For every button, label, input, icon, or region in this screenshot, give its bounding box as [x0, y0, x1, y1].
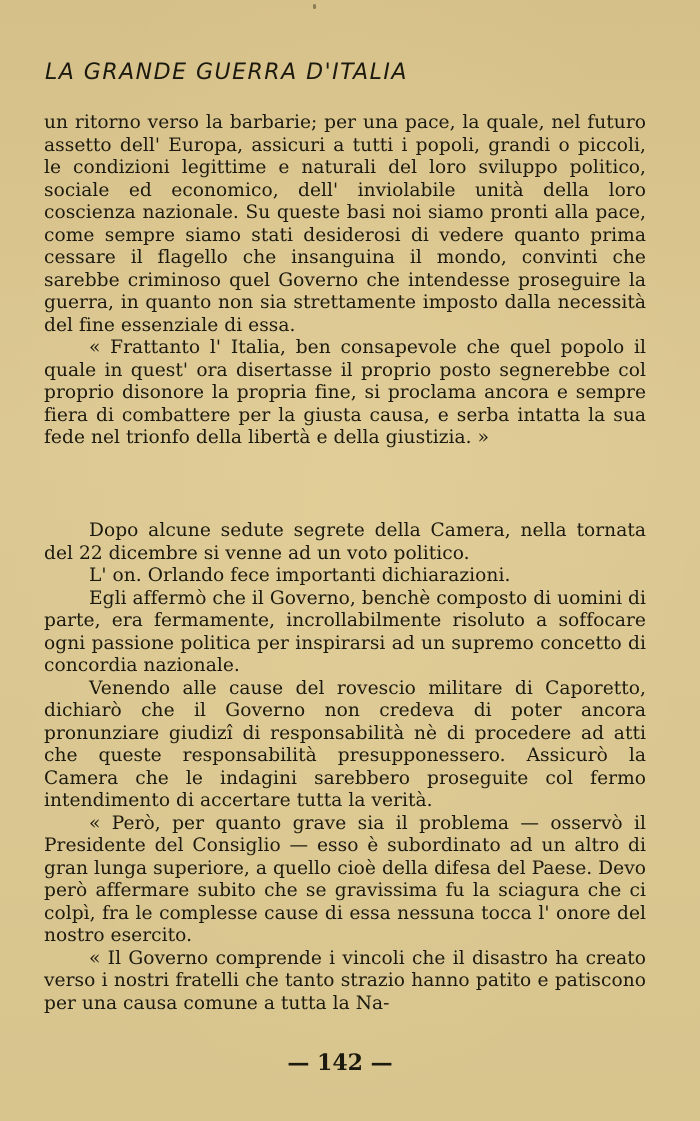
paragraph: « Il Governo comprende i vincoli che il disastro ha creato verso i nostri fratelli che tanto strazio hanno patito e patiscono per una causa comune a tutta la Na- [44, 947, 646, 1014]
text-block-top [44, 112, 646, 450]
paragraph: Egli affermò che il Governo, benchè composto di uomini di parte, era fermamente, incrollabilmente risoluto a soffocare ogni passione politica per inspirarsi ad un supremo concetto di concordia nazionale. [44, 587, 646, 676]
paragraph: « Frattanto l' Italia, ben consapevole che quel popolo il quale in quest' ora disertasse il proprio posto segnerebbe col proprio disonore la propria fine, si proclama ancora e sempre fiera di combattere per la giusta causa, e serba intatta la sua fede nel trionfo della libertà e della giustizia. » [44, 337, 646, 448]
paragraph: Venendo alle cause del rovescio militare di Caporetto, dichiarò che il Governo non credeva di poter ancora pronunziare giudizî di responsabilità nè di procedere ad atti che queste responsabilità presupponessero. Assicurò la Camera che le indagini sarebbero proseguite col fermo intendimento di accertare tutta la verità. [44, 677, 646, 811]
running-header: LA GRANDE GUERRA D'ITALIA [45, 60, 408, 85]
paragraph: L' on. Orlando fece importanti dichiarazioni. [89, 565, 511, 586]
paragraph: « Però, per quanto grave sia il problema — osservò il Presidente del Consiglio — esso è subordinato ad un altro di gran lunga superiore, a quello cioè della difesa del Paese. Devo però affermare subito che se gravissima fu la sciagura che ci colpì, fra le complesse cause di essa nessuna tocca l' onore del nostro esercito. [44, 812, 646, 946]
text-block-bottom [44, 520, 646, 1015]
paragraph: Dopo alcune sedute segrete della Camera, nella tornata del 22 dicembre si venne ad un voto politico. [44, 520, 646, 564]
paragraph: un ritorno verso la barbarie; per una pace, la quale, nel futuro assetto dell' Europa, assicuri a tutti i popoli, grandi o piccoli, le condizioni legittime e naturali del loro sviluppo politico, sociale ed economico, dell' inviolabile unità della loro coscienza nazionale. Su queste basi noi siamo pronti alla pace, come sempre siamo stati desiderosi di vedere quanto prima cessare il flagello che insanguina il mondo, convinti che sarebbe criminoso quel Governo che intendesse proseguire la guerra, in quanto non sia strettamente imposto dalla necessità del fine essenziale di essa. [44, 112, 646, 336]
page-number: — 142 — [287, 1050, 393, 1076]
ink-mark [313, 4, 316, 9]
